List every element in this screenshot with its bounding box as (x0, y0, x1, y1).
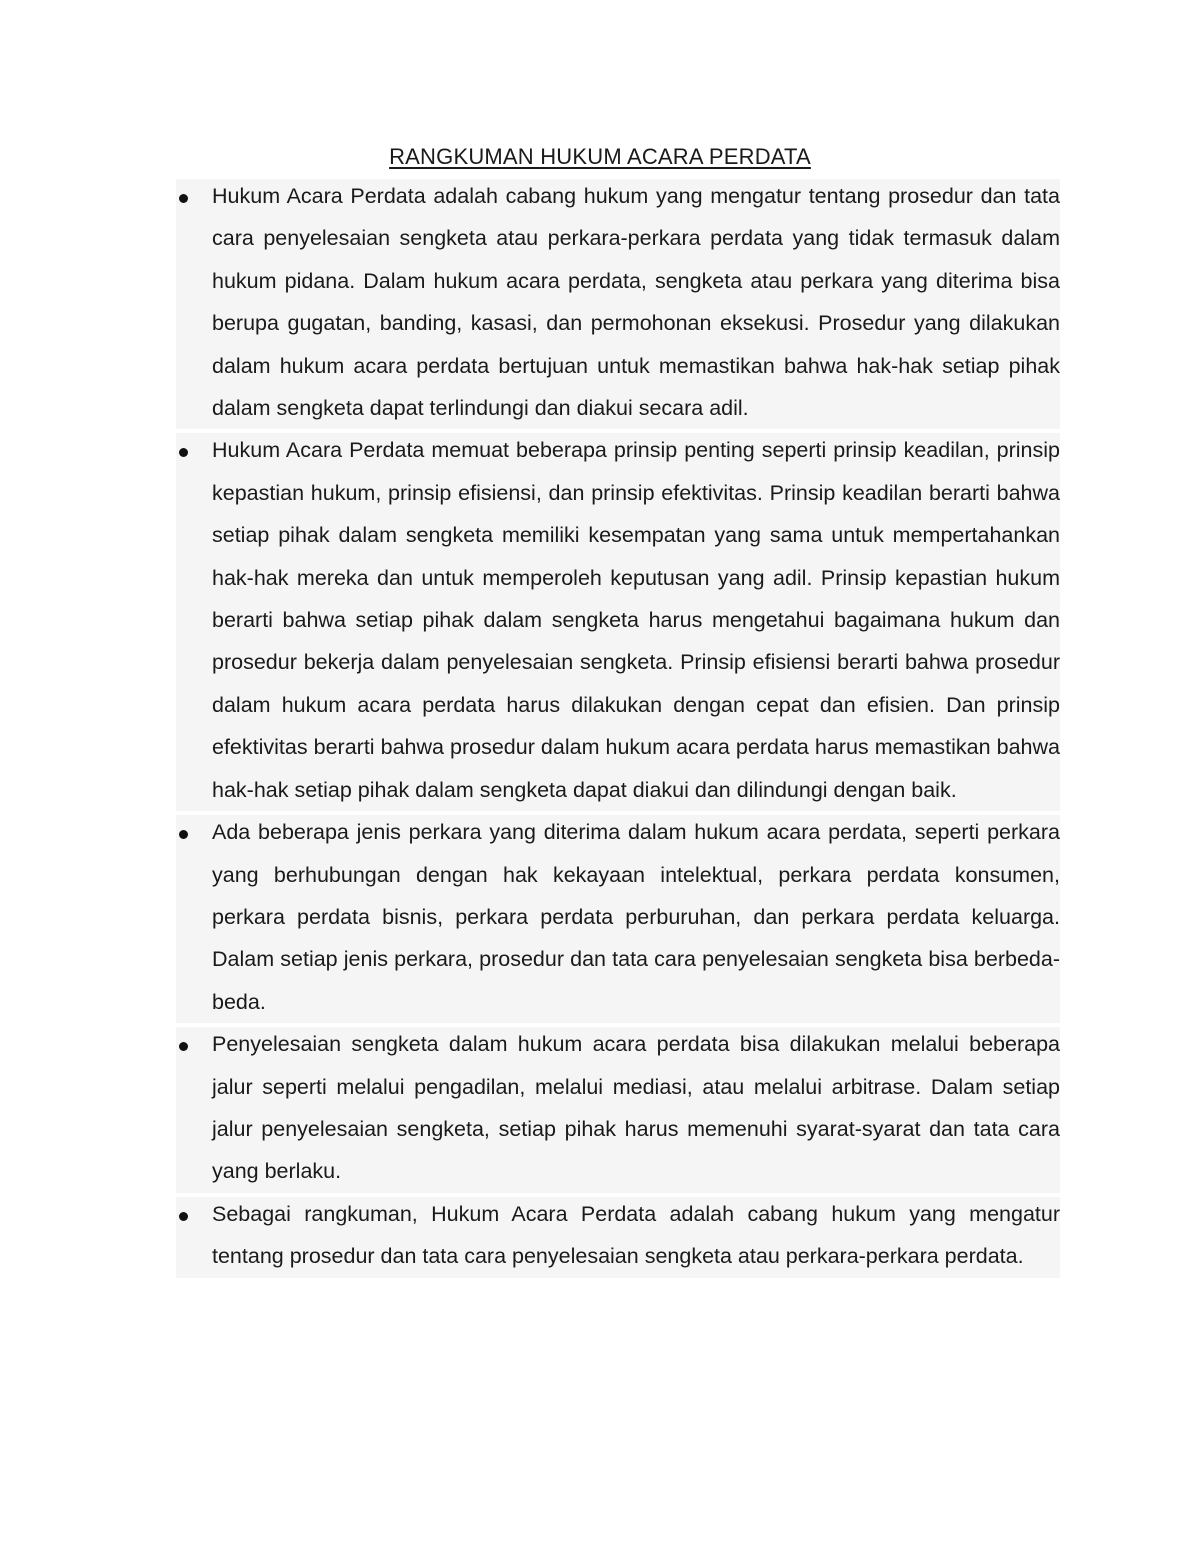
list-item-text: Ada beberapa jenis perkara yang diterima dalam hukum acara perdata, seperti perkara yang berhubungan dengan hak kekayaan intelektual, perkara perdata konsumen, perkara perdata bisnis, perkara perdata perburuhan, dan perkara perdata keluarga. Dalam setiap jenis perkara, prosedur dan tata cara penyelesaian sengketa bisa berbeda-beda. (212, 820, 1060, 1014)
list-item-text: Hukum Acara Perdata memuat beberapa prinsip penting seperti prinsip keadilan, prinsip kepastian hukum, prinsip efisiensi, dan prinsip efektivitas. Prinsip keadilan berarti bahwa setiap pihak dalam sengketa memiliki kesempatan yang sama untuk mempertahankan hak-hak mereka dan untuk memperoleh keputusan yang adil. Prinsip kepastian hukum berarti bahwa setiap pihak dalam sengketa harus mengetahui bagaimana hukum dan prosedur bekerja dalam penyelesaian sengketa. Prinsip efisiensi berarti bahwa prosedur dalam hukum acara perdata harus dilakukan dengan cepat dan efisien. Dan prinsip efektivitas berarti bahwa prosedur dalam hukum acara perdata harus memastikan bahwa hak-hak setiap pihak dalam sengketa dapat diakui dan dilindungi dengan baik. (212, 438, 1060, 802)
list-item-text: Sebagai rangkuman, Hukum Acara Perdata adalah cabang hukum yang mengatur tentang prosedur dan tata cara penyelesaian sengketa atau perkara-perkara perdata. (212, 1201, 1060, 1269)
bullet-icon (179, 1042, 188, 1051)
list-item-text: Penyelesaian sengketa dalam hukum acara perdata bisa dilakukan melalui beberapa jalur seperti melalui pengadilan, melalui mediasi, atau melalui arbitrase. Dalam setiap jalur penyelesaian sengketa, setiap pihak harus memenuhi syarat-syarat dan tata cara yang berlaku. (212, 1032, 1060, 1184)
list-item-text: Hukum Acara Perdata adalah cabang hukum yang mengatur tentang prosedur dan tata cara penyelesaian sengketa atau perkara-perkara perdata yang tidak termasuk dalam hukum pidana. Dalam hukum acara perdata, sengketa atau perkara yang diterima bisa berupa gugatan, banding, kasasi, dan permohonan eksekusi. Prosedur yang dilakukan dalam hukum acara perdata bertujuan untuk memastikan bahwa hak-hak setiap pihak dalam sengketa dapat terlindungi dan diakui secara adil. (212, 184, 1060, 421)
document-title: RANGKUMAN HUKUM ACARA PERDATA (389, 144, 811, 169)
bullet-icon (179, 830, 188, 839)
list-item (176, 175, 1060, 429)
summary-list (176, 175, 1060, 1278)
bullet-icon (179, 448, 188, 457)
list-item (176, 1023, 1060, 1193)
list-item (176, 811, 1060, 1023)
bullet-icon (179, 1212, 188, 1221)
list-item (176, 429, 1060, 811)
bullet-icon (179, 194, 188, 203)
list-item (176, 1193, 1060, 1278)
